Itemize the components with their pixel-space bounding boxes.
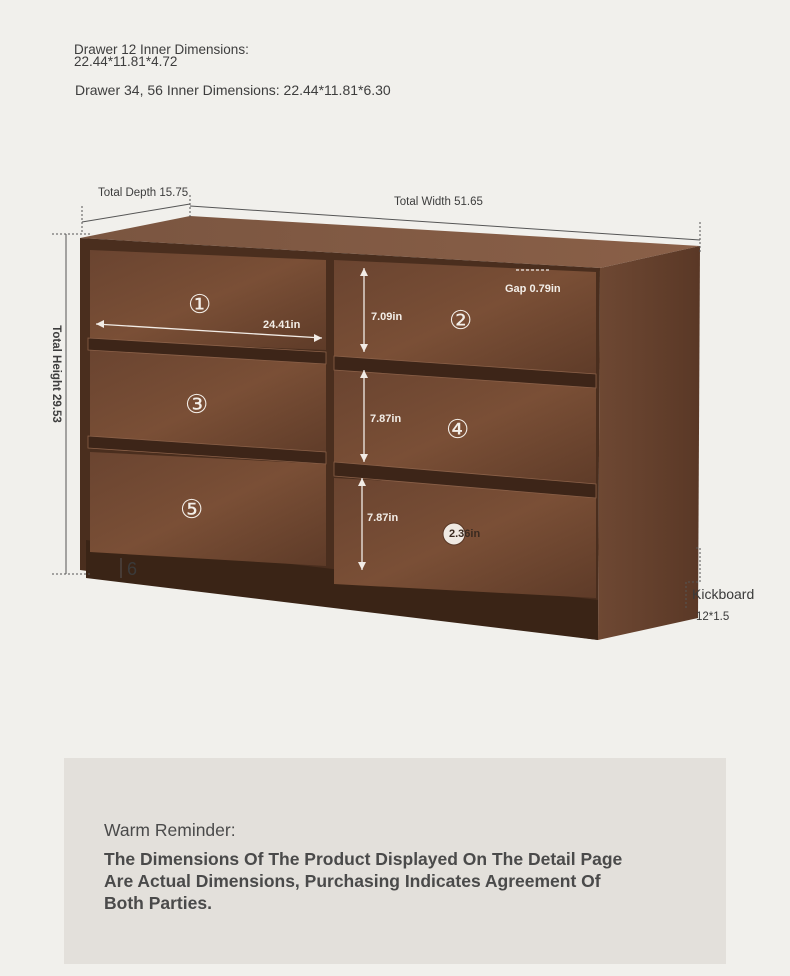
drawer12-value: 22.44*11.81*4.72 [74,54,178,69]
drawer-width-label: 24.41in [263,319,301,331]
drawer3456-dimensions: Drawer 34, 56 Inner Dimensions: 22.44*11.81*6.30 [75,82,391,98]
drawer-5-face [90,452,326,566]
dresser-side [598,246,700,640]
drawer-number-1: ① [188,289,212,319]
drawer12-title: Drawer 12 Inner Dimensions: [74,42,249,57]
handle-label: 2.36in [449,528,481,540]
drawer-number-5: ⑤ [180,494,204,524]
drawer6-height-label: 7.87in [367,512,399,524]
total-height-label: Total Height 29.53 [50,325,62,423]
drawer-number-4: ④ [446,414,470,444]
reminder-title: Warm Reminder: [104,820,236,840]
base-height-label: 6 [127,559,138,579]
gap-label: Gap 0.79in [505,283,561,295]
kickboard-label: Kickboard [692,586,755,602]
drawer-number-3: ③ [185,389,209,419]
kickboard-value: 12*1.5 [696,611,730,623]
total-depth-label: Total Depth 15.75 [98,187,189,199]
reminder-body: The Dimensions Of The Product Displayed On The Detail Page Are Actual Dimensions, Purchasing Indicates Agreement Of Both Parties. [104,849,623,913]
drawer-number-2: ② [449,305,473,335]
total-width-label: Total Width 51.65 [394,196,483,208]
drawer4-height-label: 7.87in [370,413,402,425]
drawer2-height-label: 7.09in [371,311,403,323]
warm-reminder-box [64,758,726,964]
